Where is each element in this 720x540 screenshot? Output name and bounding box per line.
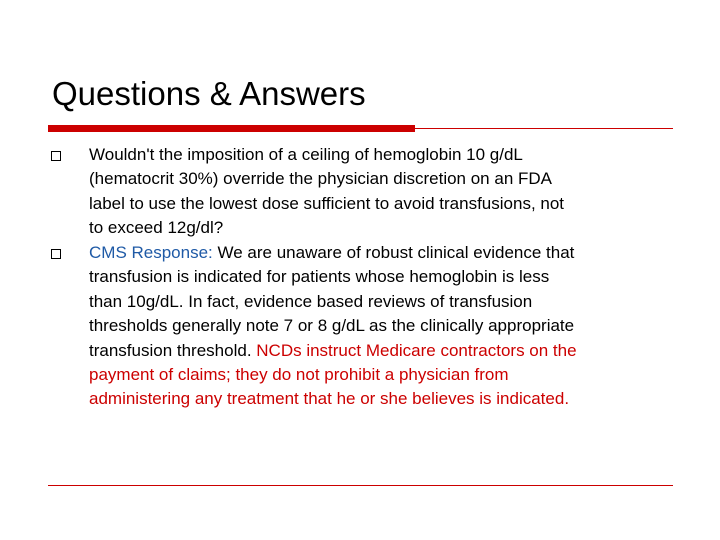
question-paragraph <box>89 143 679 241</box>
footer-divider <box>48 485 673 486</box>
question-line: Wouldn't the imposition of a ceiling of hemoglobin 10 g/dL <box>89 145 523 164</box>
question-line: (hematocrit 30%) override the physician discretion on an FDA <box>89 169 552 189</box>
hollow-square-bullet-icon <box>51 249 61 259</box>
title-underline-thin <box>415 128 673 129</box>
cms-response-label: CMS Response: <box>89 243 213 262</box>
answer-line: thresholds generally note 7 or 8 g/dL as the clinically appropriate <box>89 316 575 336</box>
answer-line <box>89 241 679 265</box>
highlighted-answer-text: NCDs instruct Medicare contractors on the <box>256 340 577 360</box>
highlighted-answer-line: payment of claims; they do not prohibit a physician from <box>89 365 509 385</box>
question-line: to exceed 12g/dl? <box>89 218 224 238</box>
question-line: label to use the lowest dose sufficient to avoid transfusions, not <box>89 193 565 213</box>
title-underline-thick <box>48 125 415 132</box>
answer-line: than 10g/dL. In fact, evidence based reviews of transfusion <box>89 291 533 311</box>
answer-text: transfusion threshold. <box>89 340 257 360</box>
answer-line: transfusion is indicated for patients whose hemoglobin is less <box>89 267 550 287</box>
answer-paragraph <box>89 241 679 412</box>
slide-title: Questions & Answers <box>52 75 366 112</box>
answer-text: We are unaware of robust clinical evidence that <box>212 243 575 262</box>
answer-line <box>89 339 679 363</box>
hollow-square-bullet-icon <box>51 151 61 161</box>
highlighted-answer-line: administering any treatment that he or she believes is indicated. <box>89 389 570 409</box>
